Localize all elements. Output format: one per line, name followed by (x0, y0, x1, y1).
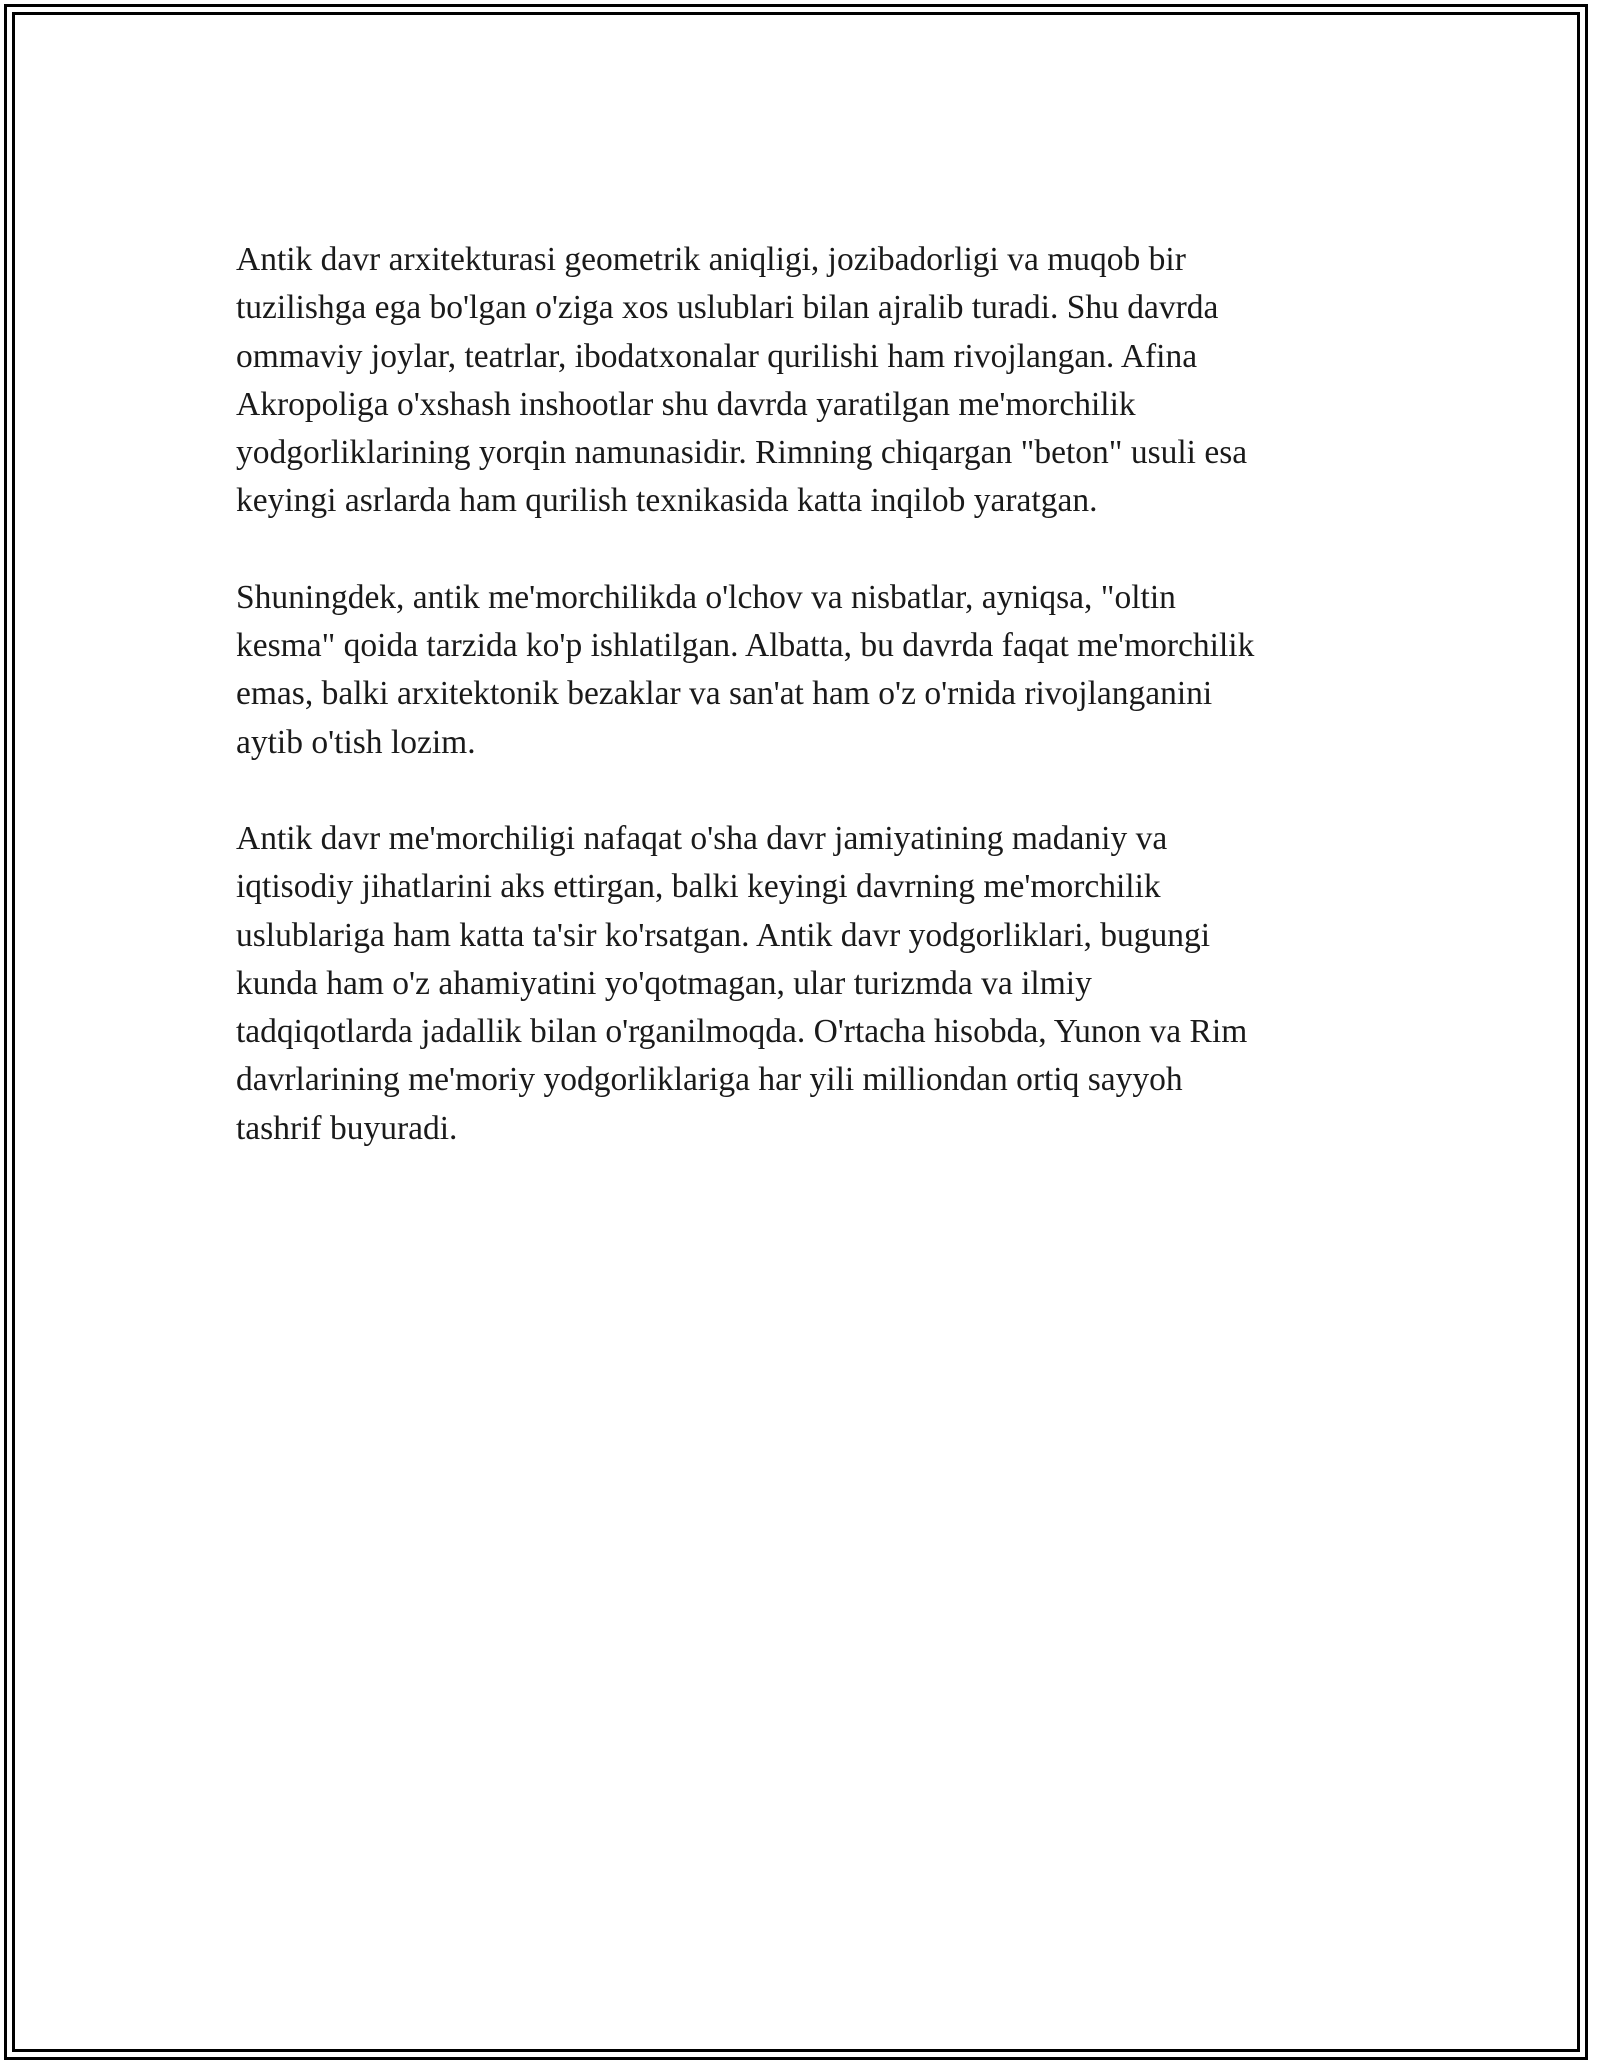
document-body (236, 236, 1364, 1201)
paragraph-3: Antik davr me'morchiligi nafaqat o'sha davr jamiyatining madaniy va iqtisodiy jihatlarini aks ettirgan, balki keyingi davrning me'morchilik uslublariga ham katta ta'sir ko'rsatgan. Antik davr yodgorliklari, bugungi kunda ham o'z ahamiyatini yo'qotmagan, ular turizmda va ilmiy tadqiqotlarda jadallik bilan o'rganilmoqda. O'rtacha hisobda, Yunon va Rim davrlarining me'moriy yodgorliklariga har yili milliondan ortiq sayyoh tashrif buyuradi. (236, 819, 1248, 1147)
paragraph-2: Shuningdek, antik me'morchilikda o'lchov va nisbatlar, ayniqsa, "oltin kesma" qoida tarzida ko'p ishlatilgan. Albatta, bu davrda faqat me'morchilik emas, balki arxitektonik bezaklar va san'at ham o'z o'rnida rivojlanganini aytib o'tish lozim. (236, 578, 1255, 761)
paragraph-1: Antik davr arxitekturasi geometrik aniqligi, jozibadorligi va muqob bir tuzilishga ega bo'lgan o'ziga xos uslublari bilan ajralib turadi. Shu davrda ommaviy joylar, teatrlar, ibodatxonalar qurilishi ham rivojlangan. Afina Akropoliga o'xshash inshootlar shu davrda yaratilgan me'morchilik yodgorliklarining yorqin namunasidir. Rimning chiqargan "beton" usuli esa keyingi asrlarda ham qurilish texnikasida katta inqilob yaratgan. (236, 241, 1248, 520)
